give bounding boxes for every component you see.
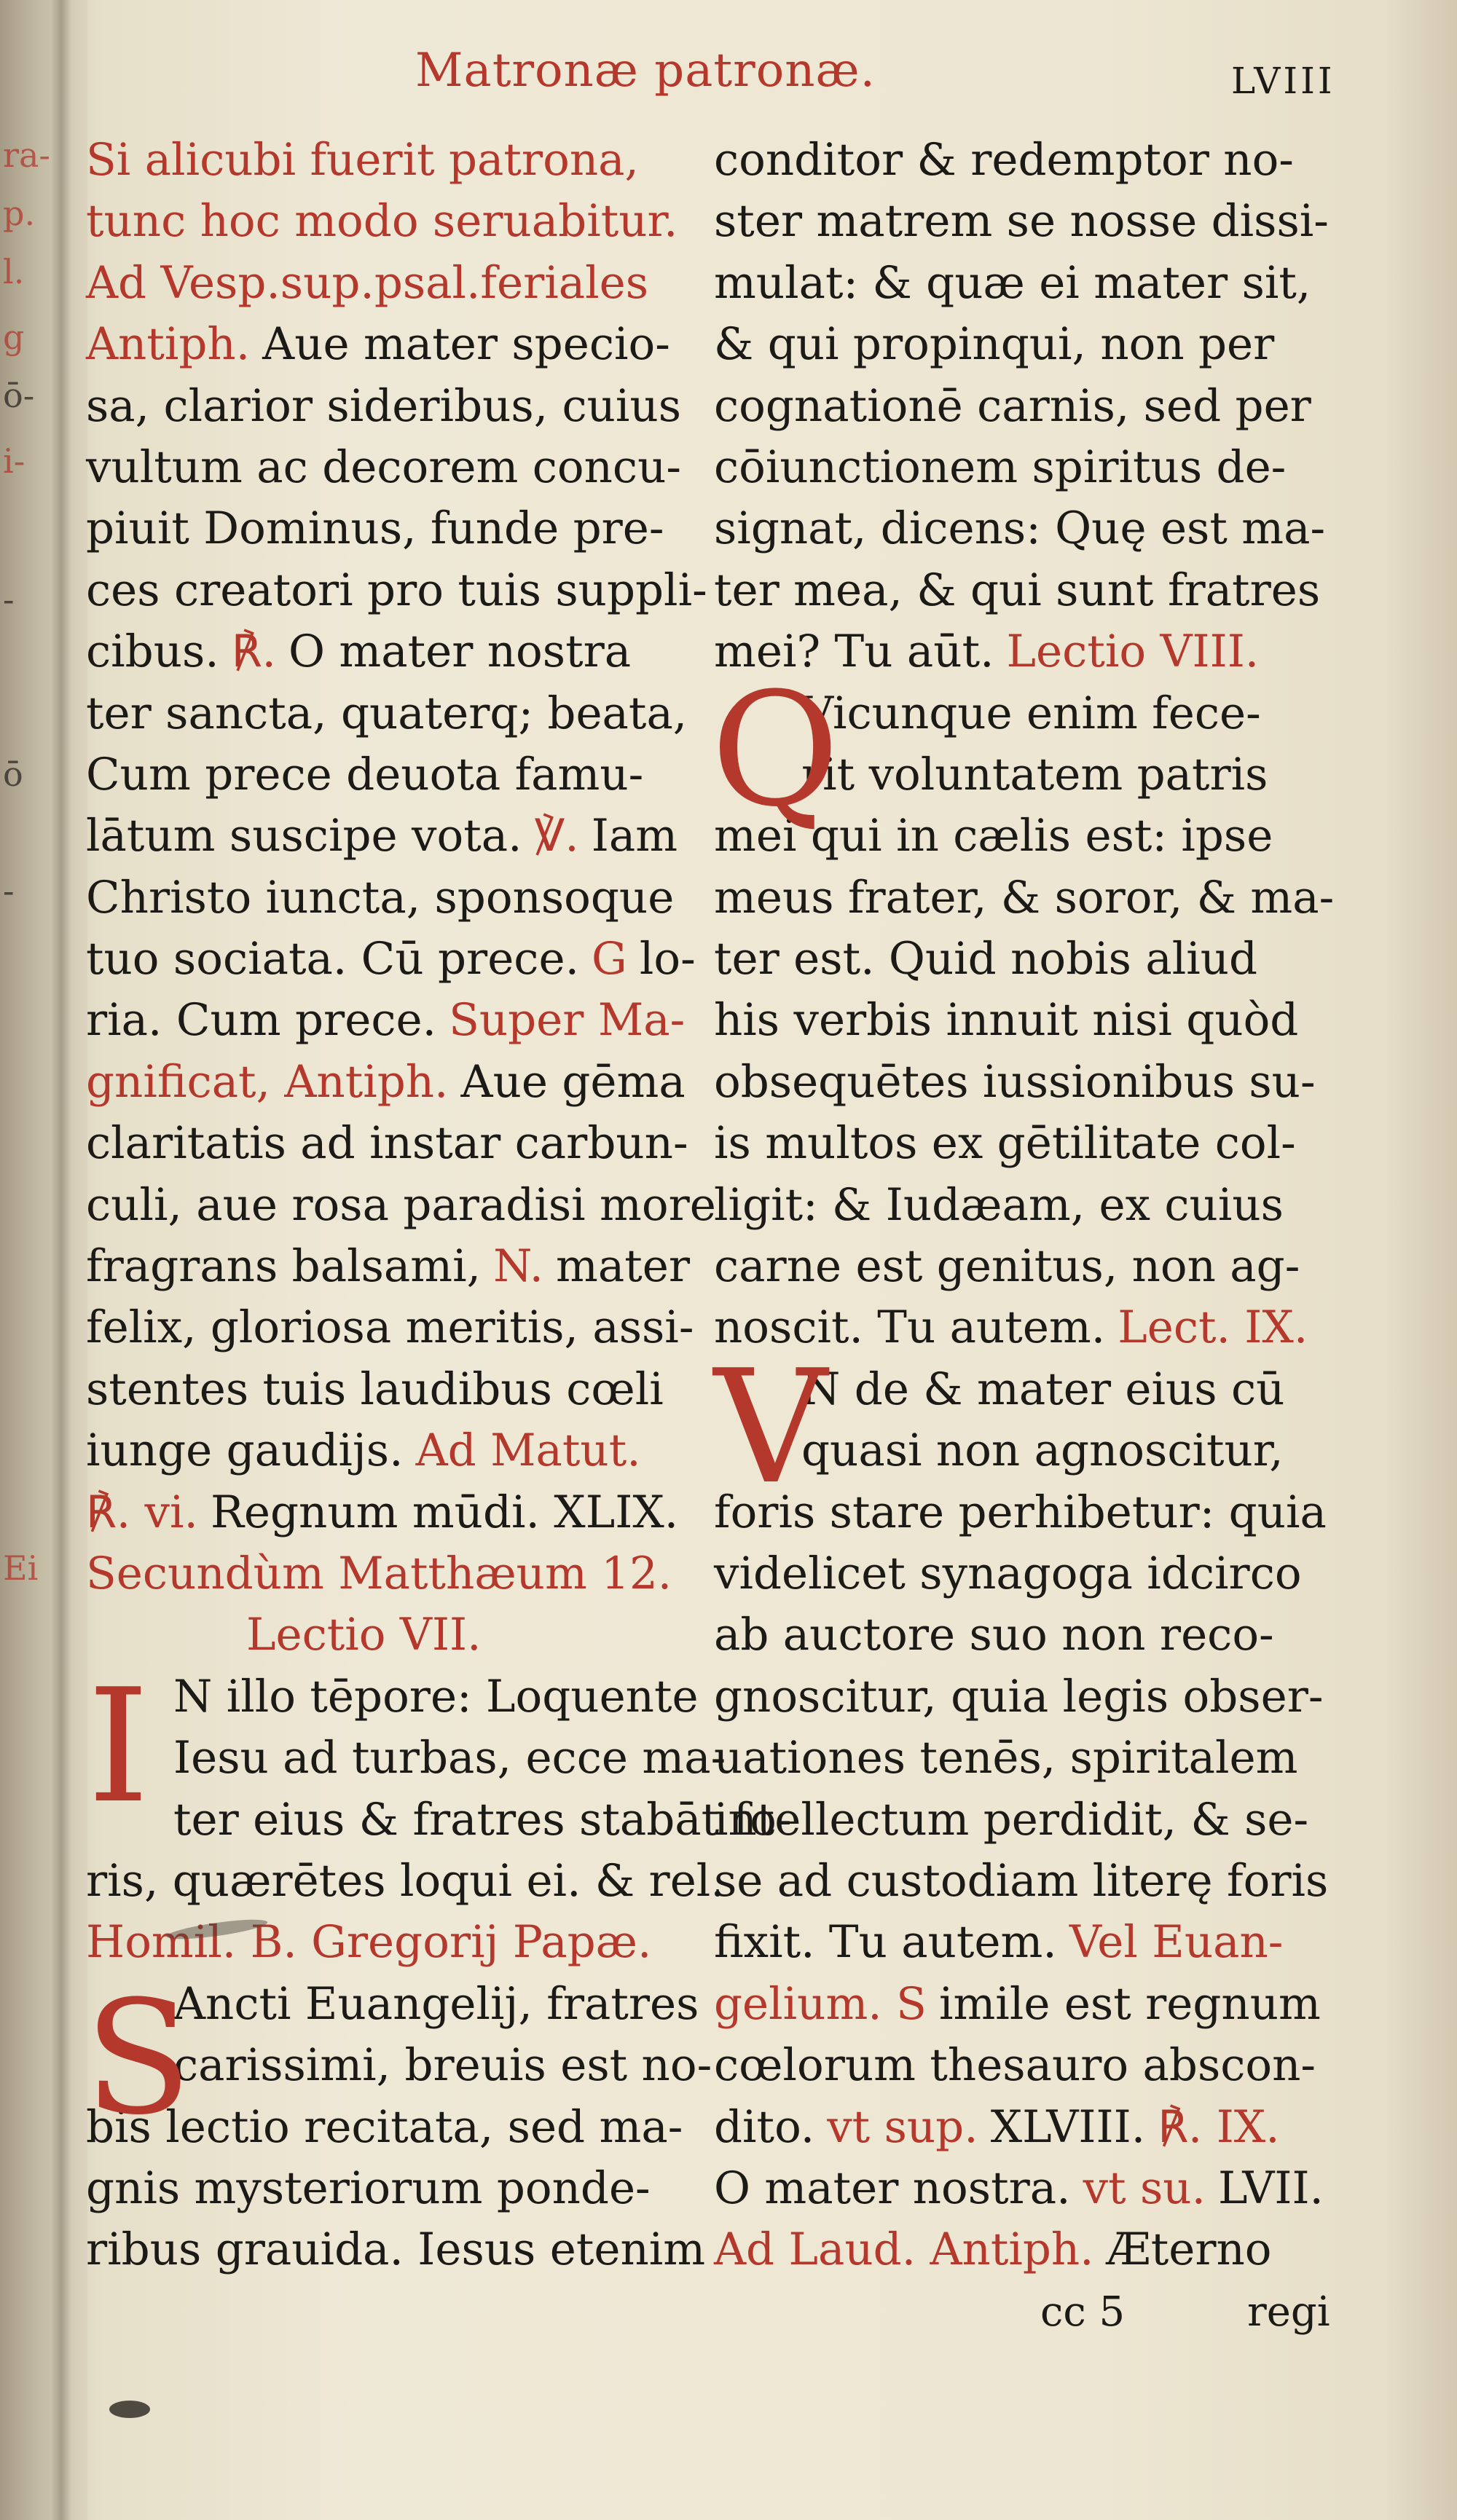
right-column-line [714, 2097, 1340, 2158]
gutter-fragment: g [3, 318, 25, 357]
running-title: Matronæ patronæ. [415, 44, 876, 98]
right-column-line [714, 191, 1340, 252]
rubric-text: tunc hoc modo seruabitur. [86, 195, 678, 248]
body-text: cognationē carnis, sed per [714, 379, 1311, 432]
left-column-line [86, 437, 691, 498]
body-text: bis lectio recitata, sed ma- [86, 2100, 683, 2153]
left-column-line [86, 314, 691, 375]
left-column-line [86, 2219, 706, 2280]
body-text: vultum ac decorem concu- [86, 441, 681, 493]
body-text: stentes tuis laudibus cœli [86, 1363, 664, 1415]
gutter-fragment: - [3, 871, 15, 910]
body-text: ab auctore suo non reco- [714, 1609, 1274, 1661]
body-text: ligit: & Iudæam, ex cuius [714, 1178, 1284, 1231]
rubric-text: Vel Euan- [1069, 1916, 1284, 1969]
body-text: noscit. Tu autem. [714, 1302, 1106, 1354]
rubric-text: Super Ma- [449, 994, 686, 1047]
catchword: regi [1246, 2288, 1330, 2336]
left-column-line [86, 376, 691, 437]
body-text: Cum prece deuota famu- [86, 748, 644, 800]
left-column-line [86, 806, 691, 867]
right-column-line [714, 498, 1340, 559]
body-text: gnoscitur, quia legis obser- [714, 1670, 1324, 1722]
right-column-line [714, 867, 1340, 929]
left-column-line [86, 498, 691, 559]
body-text: ter sancta, quaterq; beata, [86, 687, 688, 739]
rubric-text: Secundùm Matthæum 12. [86, 1547, 672, 1599]
body-text: Christo iuncta, sponsoque [86, 871, 675, 924]
right-column-line [714, 1543, 1340, 1604]
body-text: fragrans balsami, [86, 1240, 482, 1293]
fold-shadow [51, 0, 71, 2520]
body-text: ster matrem se nosse dissi- [714, 195, 1329, 248]
body-text: ter eius & fratres stabāt fo- [173, 1793, 792, 1846]
right-column-line [714, 376, 1340, 437]
rubric-text: vt sup. [827, 2100, 978, 2153]
right-column-line [714, 1851, 1340, 1912]
signature-mark: cc 5 [1040, 2288, 1126, 2336]
gutter-fragment: p. [3, 194, 36, 233]
body-text: tuo sociata. Cū prece. [86, 933, 579, 985]
left-column-line [86, 1789, 792, 1851]
body-text: carne est genitus, non ag- [714, 1240, 1300, 1293]
rubric-text: gelium. S [714, 1977, 927, 2030]
body-text: mei? Tu aūt. [714, 626, 994, 678]
body-text: sa, clarior sideribus, cuius [86, 379, 682, 432]
body-text: signat, dicens: Quę est ma- [714, 503, 1326, 555]
left-column-line [86, 1297, 694, 1358]
body-text: videlicet synagoga idcirco [714, 1547, 1302, 1599]
body-text: LVII. [1218, 2162, 1324, 2214]
body-text: XLVIII. [990, 2100, 1146, 2153]
right-column-line [714, 560, 1340, 621]
body-text: se ad custodiam literę foris [714, 1854, 1329, 1907]
body-text: meus frater, & soror, & ma- [714, 871, 1335, 924]
gutter-fragment: ra- [3, 135, 50, 175]
left-column-line [86, 1175, 716, 1236]
body-text: O mater nostra [288, 626, 632, 678]
rubric-text: ℟. vi. [86, 1486, 198, 1538]
body-text: Ancti Euangelij, fratres [173, 1977, 699, 2030]
dropcap-s: S [85, 1966, 192, 2149]
ink-blot [109, 2401, 150, 2418]
left-column-line [86, 2158, 691, 2219]
body-text: quasi non agnoscitur, [801, 1425, 1284, 1477]
right-column-line [714, 2158, 1340, 2219]
right-column-line [714, 130, 1340, 191]
rubric-text: Ad Vesp.sup.psal.feriales [86, 256, 649, 309]
body-text: uationes tenēs, spiritalem [714, 1732, 1298, 1784]
left-column-line [86, 1543, 691, 1604]
right-column-line [714, 1113, 1340, 1174]
body-text: intellectum perdidit, & se- [714, 1793, 1309, 1846]
left-column-line [86, 130, 691, 191]
body-text: dito. [714, 2100, 815, 2153]
left-column-line [86, 744, 691, 806]
left-column-line [86, 1482, 691, 1543]
right-column-line [714, 2219, 1340, 2280]
rubric-text: N. [493, 1240, 543, 1293]
rubric-text: Lectio VII. [246, 1609, 482, 1661]
left-column-line [86, 1666, 699, 1728]
left-column-line [86, 560, 707, 621]
rubric-text: gnificat, Antiph. [86, 1055, 449, 1108]
dropcap-q: Q [711, 658, 840, 841]
body-text: cœlorum thesauro abscon- [714, 2039, 1316, 2092]
dropcap-i: I [87, 1655, 149, 1838]
rubric-text: Antiph. [86, 318, 251, 371]
left-column-line [86, 1359, 691, 1420]
left-column-line [86, 253, 691, 314]
body-text: is multos ex gētilitate col- [714, 1117, 1296, 1170]
body-text: lātum suscipe vota. [86, 810, 522, 862]
right-column-line [714, 1728, 1340, 1789]
body-text: Aue mater specio- [262, 318, 670, 371]
body-text: ris, quærētes loqui ei. & rel. [86, 1854, 725, 1907]
left-column-line [86, 191, 691, 252]
right-column-line [714, 1666, 1340, 1728]
left-column-line [86, 1052, 691, 1113]
body-text: ter est. Quid nobis aliud [714, 933, 1258, 985]
body-text: cibus. [86, 626, 219, 678]
right-column [714, 130, 1340, 2281]
body-text: mater [556, 1240, 691, 1293]
left-column-line [86, 1851, 725, 1912]
gutter-fragment: Ei [3, 1548, 39, 1588]
body-text: & qui propinqui, non per [714, 318, 1275, 371]
left-column-line [86, 867, 691, 929]
left-column-line [86, 929, 696, 990]
gutter-fragment: - [3, 580, 15, 619]
gutter-fragment: l. [3, 252, 25, 291]
body-text: claritatis ad instar carbun- [86, 1117, 688, 1170]
body-text: ter mea, & qui sunt fratres [714, 564, 1321, 616]
body-text: mei qui in cælis est: ipse [714, 810, 1273, 862]
body-text: iunge gaudijs. [86, 1425, 404, 1477]
rubric-text: Si alicubi fuerit patrona, [86, 134, 639, 186]
body-text: culi, aue rosa paradisi more [86, 1178, 716, 1231]
left-column-line [86, 990, 691, 1051]
right-column-line [714, 2035, 1340, 2096]
body-text: Æterno [1106, 2224, 1272, 2276]
left-column-line [86, 1604, 691, 1666]
right-column-line [714, 1912, 1340, 1973]
gutter-fragment: ō- [3, 376, 35, 415]
body-text: cōiunctionem spiritus de- [714, 441, 1287, 493]
body-text: Regnum mūdi. XLIX. [210, 1486, 679, 1538]
left-column-line [86, 1912, 691, 1973]
right-column-line [714, 1052, 1340, 1113]
body-text: piuit Dominus, funde pre- [86, 503, 664, 555]
page-footer [1040, 2288, 1346, 2336]
rubric-text: ℟. IX. [1158, 2100, 1280, 2153]
left-column-line [86, 1236, 691, 1297]
right-column-line [714, 437, 1340, 498]
body-text: carissimi, breuis est no- [173, 2039, 712, 2092]
gutter-fragment: i- [3, 441, 25, 481]
body-text: foris stare perhibetur: quia [714, 1486, 1327, 1538]
rubric-text: Ad Laud. Antiph. [714, 2224, 1094, 2276]
body-text: obsequētes iussionibus su- [714, 1055, 1316, 1108]
right-column-line [714, 1604, 1340, 1666]
body-text: Aue gēma [460, 1055, 686, 1108]
body-text: his verbis innuit nisi quòd [714, 994, 1299, 1047]
body-text: N de & mater eius cū [801, 1363, 1285, 1415]
right-column-line [714, 314, 1340, 375]
gutter-fragment: ō [3, 755, 23, 794]
rubric-text: vt su. [1083, 2162, 1206, 2214]
dropcap-v: V [714, 1336, 828, 1519]
body-text: N illo tēpore: Loquente [173, 1670, 699, 1722]
right-column-line [714, 990, 1340, 1051]
rubric-text: Homil. B. Gregorij Papæ. [86, 1916, 652, 1969]
left-column-line [86, 1728, 726, 1789]
rubric-text: Lectio VIII. [1006, 626, 1260, 678]
rubric-text: ℣. [534, 810, 579, 862]
folio-number: LVIII [1231, 60, 1335, 102]
left-column-line [86, 1420, 691, 1481]
rubric-text: Ad Matut. [415, 1425, 641, 1477]
body-text: rit voluntatem patris [801, 748, 1268, 800]
right-column-line [714, 1974, 1340, 2035]
body-text: mulat: & quæ ei mater sit, [714, 256, 1311, 309]
body-text: O mater nostra. [714, 2162, 1071, 2214]
rubric-text: Lect. IX. [1118, 1302, 1308, 1354]
body-text: ces creatori pro tuis suppli- [86, 564, 707, 616]
body-text: fixit. Tu autem. [714, 1916, 1057, 1969]
right-column-line [714, 253, 1340, 314]
left-column-line [86, 683, 691, 744]
body-text: felix, gloriosa meritis, assi- [86, 1302, 694, 1354]
body-text: imile est regnum [938, 1977, 1321, 2030]
right-column-line [714, 1789, 1340, 1851]
left-column-line [86, 621, 691, 682]
body-text: Iam [591, 810, 678, 862]
right-column-line [714, 1236, 1340, 1297]
right-column-line [714, 929, 1340, 990]
body-text: conditor & redemptor no- [714, 134, 1294, 186]
body-text: ria. Cum prece. [86, 994, 436, 1047]
body-text: gnis mysteriorum ponde- [86, 2162, 651, 2214]
body-text: lo- [639, 933, 696, 985]
right-column-line [714, 1175, 1340, 1236]
rubric-text: ℟. [231, 626, 276, 678]
rubric-text: G [592, 933, 627, 985]
left-column-line [86, 1113, 691, 1174]
body-text: ribus grauida. Iesus etenim [86, 2224, 706, 2276]
body-text: Iesu ad turbas, ecce ma- [173, 1732, 726, 1784]
body-text: Vicunque enim fece- [801, 687, 1261, 739]
